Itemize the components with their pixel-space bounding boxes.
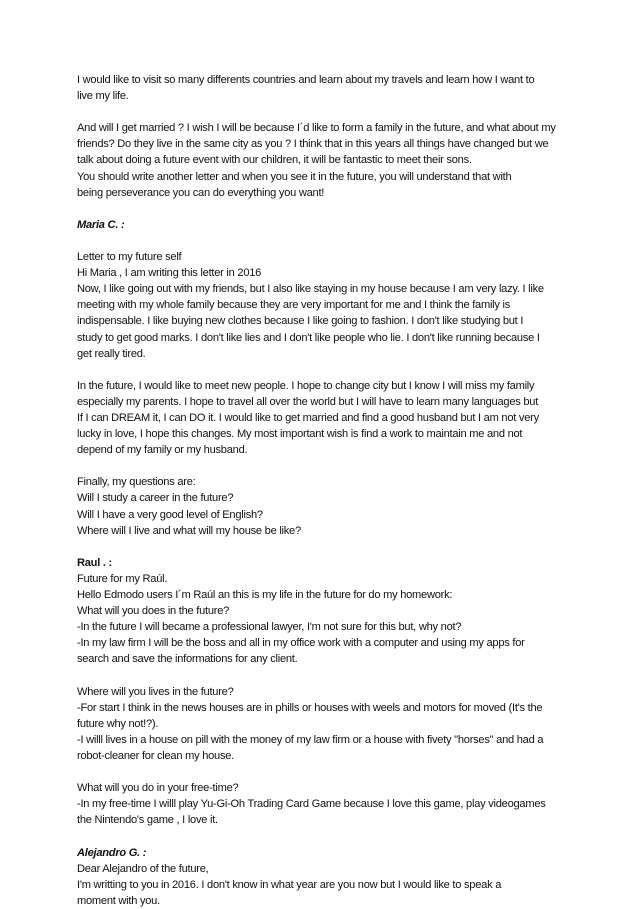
- text-line: Dear Alejandro of the future,: [77, 862, 209, 875]
- text-line: What will you do in your free-time?: [77, 782, 239, 795]
- text-line: What will you does in the future?: [77, 605, 230, 618]
- paragraph: [77, 861, 568, 909]
- text-line: In the future, I would like to meet new people. I hope to change city but I know I will miss my family: [77, 379, 535, 392]
- text-line: being perseverance you can do everything you want!: [77, 186, 325, 199]
- text-line: -In my free-time I willl play Yu-Gi-Oh Trading Card Game because I love this game, play videogames: [77, 798, 546, 811]
- text-line: -For start I think in the news houses are in phills or houses with weels and motors for moved (It's the: [77, 701, 543, 714]
- text-line: I would like to visit so many differents countries and learn about my travels and learn how I want to: [77, 74, 535, 86]
- text-line: Future for my Raúl.: [77, 572, 168, 585]
- text-line: the Nintendo's game , I love it.: [77, 814, 218, 827]
- text-line: Now, I like going out with my friends, but I also like staying in my house because I am very lazy. I like: [77, 283, 544, 296]
- text-line: I'm writting to you in 2016. I don't know in what year are you now but I would like to speak a: [77, 878, 502, 891]
- text-line: live my life.: [77, 90, 129, 103]
- text-line: -I willl lives in a house on pill with the money of my law firm or a house with fivety "horses" and had a: [77, 733, 544, 746]
- paragraph: [77, 249, 568, 362]
- text-line: study to get good marks. I don't like lies and I don't like people who lie. I don't like running because I: [77, 331, 540, 344]
- text-line: robot-cleaner for clean my house.: [77, 749, 235, 762]
- text-line: And will I get married ? I wish I will be because I´d like to form a family in the future, and what about my: [77, 122, 556, 135]
- text-line: moment with you.: [77, 894, 160, 907]
- text-line: Will I study a career in the future?: [77, 492, 234, 505]
- text-line: future why not!?).: [77, 717, 159, 730]
- text-line: If I can DREAM it, I can DO it. I would like to get married and find a good husband but I am not very: [77, 411, 539, 424]
- text-line: Where will I live and what will my house be like?: [77, 524, 301, 537]
- paragraph: [77, 780, 568, 828]
- paragraph: [77, 120, 568, 200]
- text-line: search and save the informations for any client.: [77, 653, 298, 666]
- text-line: Hello Edmodo users I´m Raúl an this is my life in the future for do my homework:: [77, 589, 453, 601]
- paragraph: [77, 684, 568, 764]
- text-line: Letter to my future self: [77, 251, 182, 264]
- text-line: Hi Maria , I am writing this letter in 2016: [77, 267, 262, 280]
- text-line: meeting with my whole family because they are very important for me and I think the family is: [77, 299, 511, 312]
- text-line: You should write another letter and when you see it in the future, you will understand that with: [77, 170, 512, 183]
- paragraph: [77, 72, 568, 104]
- author-heading: Raul . :: [77, 556, 112, 569]
- paragraph: [77, 474, 568, 538]
- text-line: get really tired.: [77, 347, 146, 360]
- text-line: Where will you lives in the future?: [77, 685, 234, 698]
- author-heading: Alejandro G. :: [77, 846, 147, 859]
- text-line: -In the future I will became a professional lawyer, I'm not sure for this but, why not?: [77, 621, 462, 634]
- text-line: indispensable. I like buying new clothes because I like going to fashion. I don't like studying but I: [77, 315, 524, 328]
- text-line: friends? Do they live in the same city as you ? I think that in this years all things have changed but we: [77, 138, 549, 151]
- text-line: depend of my family or my husband.: [77, 444, 248, 457]
- paragraph: [77, 378, 568, 458]
- text-line: -In my law firm I will be the boss and all in my office work with a computer and using my apps for: [77, 637, 525, 650]
- text-line: especially my parents. I hope to travel all over the world but I will have to learn many languages but: [77, 395, 539, 408]
- text-line: lucky in love, I hope this changes. My most important wish is find a work to maintain me and not: [77, 428, 523, 441]
- text-line: talk about doing a future event with our children, it will be fantastic to meet their sons.: [77, 154, 472, 167]
- text-line: Will I have a very good level of English?: [77, 508, 263, 521]
- text-line: Finally, my questions are:: [77, 476, 196, 489]
- author-heading: Maria C. :: [77, 218, 125, 231]
- paragraph: [77, 571, 568, 668]
